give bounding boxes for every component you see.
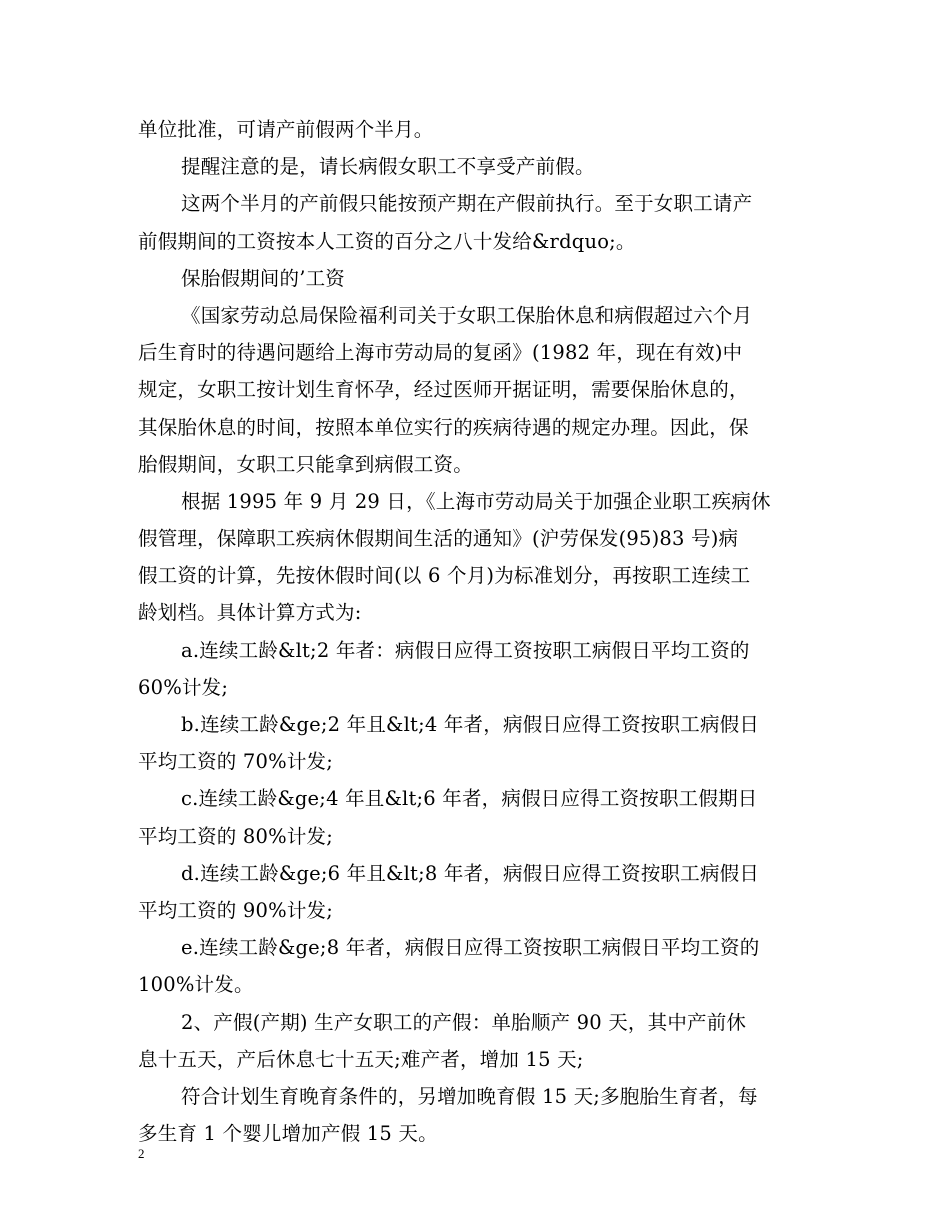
list-item: e.连续工龄&ge;8 年者，病假日应得工资按职工病假日平均工资的 [181,936,760,960]
text-line: 假管理，保障职工疾病休假期间生活的通知》(沪劳保发(95)83 号)病 [138,527,739,551]
list-item: b.连续工龄&ge;2 年且&lt;4 年者，病假日应得工资按职工病假日 [181,713,760,736]
text-line: 《国家劳动总局保险福利司关于女职工保胎休息和病假超过六个月 [181,303,753,327]
text-line: 其保胎休息的时间，按照本单位实行的疾病待遇的规定办理。因此，保 [138,415,749,439]
text-line: 息十五天，产后休息七十五天;难产者，增加 15 天; [138,1047,584,1071]
text-line: 2、产假(产期) 生产女职工的产假：单胎顺产 90 天，其中产前休 [181,1010,747,1034]
list-item: d.连续工龄&ge;6 年且&lt;8 年者，病假日应得工资按职工病假日 [181,861,760,885]
text-line: 假工资的计算，先按休假时间(以 6 个月)为标准划分，再按职工连续工 [138,564,751,588]
page-number: 2 [138,1146,145,1161]
text-line: 这两个半月的产前假只能按预产期在产假前执行。至于女职工请产 [181,192,753,216]
text-line: 100%计发。 [138,973,254,997]
text-line: 单位批准，可请产前假两个半月。 [138,118,434,141]
text-line: 根据 1995 年 9 月 29 日，《上海市劳动局关于加强企业职工疾病休 [181,489,771,513]
list-item: c.连续工龄&ge;4 年且&lt;6 年者，病假日应得工资按职工假期日 [181,787,758,811]
text-line: 平均工资的 80%计发; [138,824,334,848]
text-line: 平均工资的 70%计发; [138,750,334,774]
text-line: 60%计发; [138,675,229,699]
list-item: a.连续工龄&lt;2 年者：病假日应得工资按职工病假日平均工资的 [181,638,750,662]
text-line: 多生育 1 个婴儿增加产假 15 天。 [138,1122,438,1146]
text-line: 提醒注意的是，请长病假女职工不享受产前假。 [181,155,595,179]
document-body [138,111,813,1152]
text-line: 龄划档。具体计算方式为: [138,601,362,625]
text-line: 平均工资的 90%计发; [138,898,334,922]
text-line: 后生育时的待遇问题给上海市劳动局的复函》(1982 年，现在有效)中 [138,341,743,365]
text-line: 胎假期间，女职工只能拿到病假工资。 [138,452,473,476]
section-heading: 保胎假期间的’工资 [181,266,345,290]
text-line: 符合计划生育晚育条件的，另增加晚育假 15 天;多胞胎生育者，每 [181,1084,758,1108]
text-line: 规定，女职工按计划生育怀孕，经过医师开据证明，需要保胎休息的， [138,378,749,402]
text-line: 前假期间的工资按本人工资的百分之八十发给&rdquo;。 [138,229,636,253]
